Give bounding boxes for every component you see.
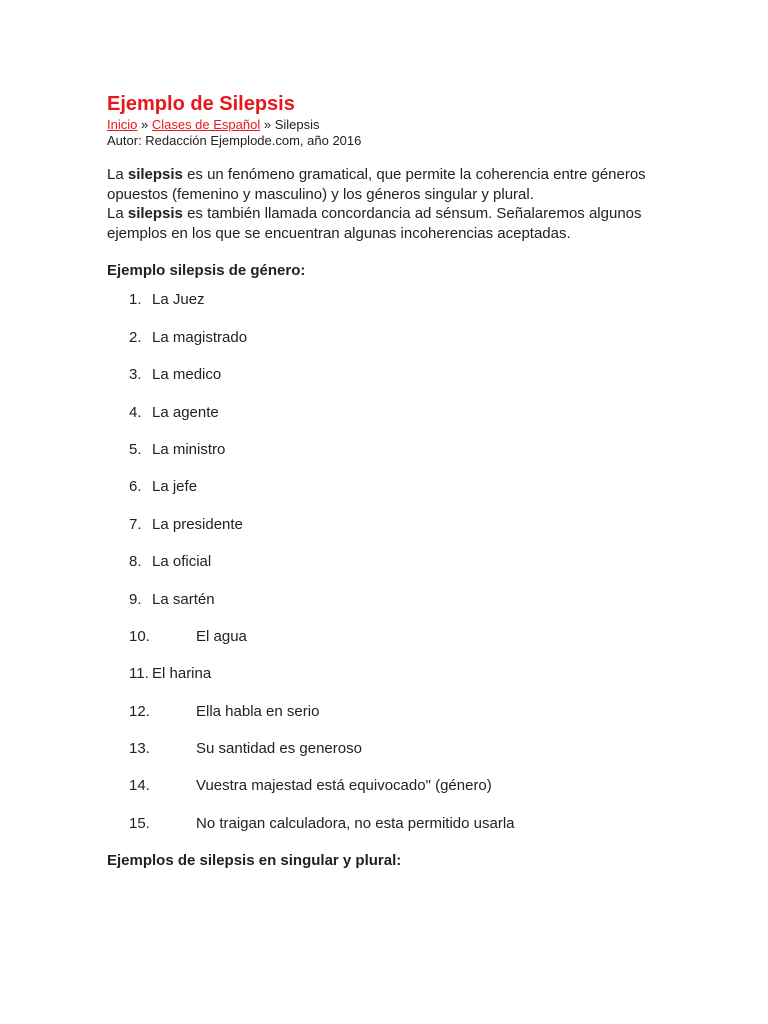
list-item <box>107 403 707 422</box>
keyword-silepsis: silepsis <box>127 166 183 183</box>
list-item-text: Ella habla en serio <box>196 702 320 720</box>
list-item <box>107 776 707 795</box>
list-item <box>107 627 707 646</box>
breadcrumb-separator: » <box>137 117 152 132</box>
list-item <box>107 290 707 309</box>
list-item-number: 5. <box>129 440 142 458</box>
list-item-number: 9. <box>129 590 142 608</box>
breadcrumb <box>107 117 707 133</box>
intro-text: La <box>107 166 128 183</box>
list-item-number: 2. <box>129 328 142 346</box>
section-heading-number: Ejemplos de silepsis en singular y plural: <box>107 852 402 870</box>
list-item-text: El agua <box>196 627 247 645</box>
list-item-text: La medico <box>152 366 222 384</box>
list-item <box>107 702 707 721</box>
breadcrumb-current: Silepsis <box>274 117 320 132</box>
list-item-number: 10. <box>129 627 150 645</box>
keyword-silepsis: silepsis <box>127 205 183 223</box>
list-item-text: No traigan calculadora, no esta permitido usarla <box>196 814 515 832</box>
list-item-text: La ministro <box>152 440 226 458</box>
examples-list <box>107 290 707 832</box>
list-item-text: La agente <box>152 403 219 421</box>
list-item <box>107 328 707 347</box>
list-item-number: 4. <box>129 403 142 421</box>
list-item <box>107 739 707 758</box>
breadcrumb-category-link[interactable]: Clases de Español <box>151 117 261 132</box>
list-item-text: La Juez <box>152 291 205 309</box>
breadcrumb-home-link[interactable]: Inicio <box>107 117 138 132</box>
intro-paragraph <box>107 165 647 243</box>
list-item <box>107 552 707 571</box>
list-item-text: La jefe <box>152 478 198 496</box>
list-item-text: La magistrado <box>152 328 248 346</box>
list-item <box>107 365 707 384</box>
list-item-number: 14. <box>129 777 150 795</box>
list-item-number: 6. <box>129 478 142 496</box>
list-item-text: La presidente <box>152 515 243 533</box>
intro-text: es un fenómeno gramatical, que permite la coherencia entre géneros opuestos (femenino y masculino) y los géneros singular y plural. <box>107 166 646 203</box>
list-item-number: 1. <box>129 291 142 309</box>
list-item <box>107 440 707 459</box>
list-item <box>107 515 707 534</box>
list-item-number: 11. <box>129 665 149 683</box>
breadcrumb-separator: » <box>260 117 275 132</box>
list-item-number: 12. <box>129 702 150 720</box>
list-item-number: 7. <box>129 515 142 533</box>
list-item-number: 8. <box>129 553 142 571</box>
list-item-number: 15. <box>129 814 150 832</box>
list-item-number: 13. <box>129 740 150 758</box>
list-item-text: Su santidad es generoso <box>196 740 362 758</box>
list-item <box>107 664 707 683</box>
list-item-text: El harina <box>152 665 212 683</box>
list-item-text: La sartén <box>152 590 215 608</box>
article <box>107 92 707 870</box>
list-item <box>107 814 707 833</box>
page-title: Ejemplo de Silepsis <box>107 93 295 115</box>
list-item-number: 3. <box>129 366 142 384</box>
author-line: Autor: Redacción Ejemplode.com, año 2016 <box>107 133 362 148</box>
list-item-text: Vuestra majestad está equivocado" (género) <box>196 777 492 795</box>
list-item-text: La oficial <box>152 553 212 571</box>
intro-text: La <box>107 205 128 223</box>
list-item <box>107 477 707 496</box>
intro-text: es también llamada concordancia ad sénsum. Señalaremos algunos ejemplos en los que se encuentran algunas incoherencias aceptadas. <box>107 205 642 242</box>
list-item <box>107 590 707 609</box>
section-heading-gender: Ejemplo silepsis de género: <box>107 262 306 280</box>
